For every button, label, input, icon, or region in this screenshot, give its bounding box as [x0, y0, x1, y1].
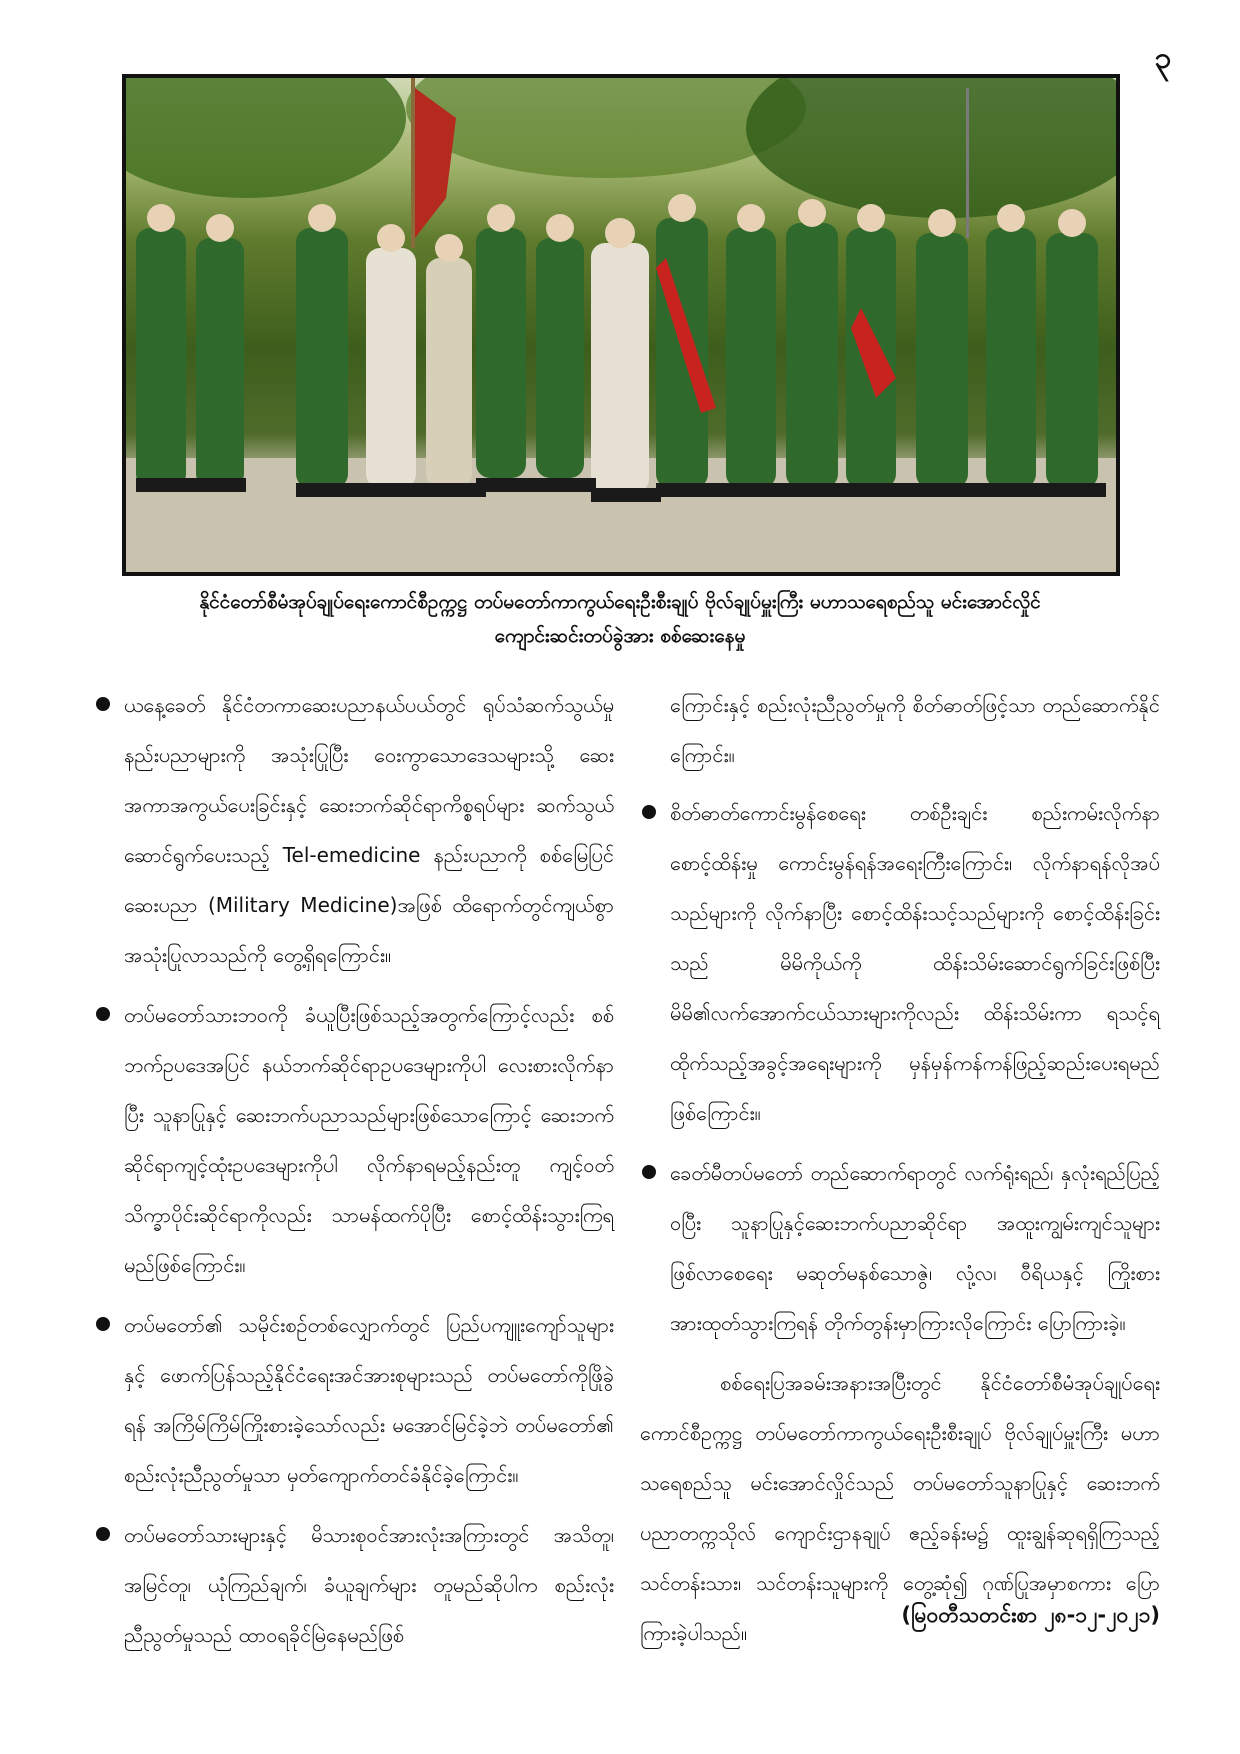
bullet-icon [96, 1007, 110, 1021]
caption-line-1: နိုင်ငံတော်စီမံအုပ်ချုပ်ရေးကောင်စီဥက္ကဋ္ဌ တပ်မတော်ကာကွယ်ရေးဦးစီးချုပ် ဗိုလ်ချုပ်မှူးကြီး မဟာသရေစည်သူ မင်းအောင်လှိုင် [199, 591, 1041, 613]
closing-paragraph: စစ်ရေးပြအခမ်းအနားအပြီးတွင် နိုင်ငံတော်စီမံအုပ်ချုပ်ရေးကောင်စီဥက္ကဋ္ဌ တပ်မတော်ကာကွယ်ရေးဦးစီးချုပ် ဗိုလ်ချုပ်မှူးကြီး မဟာသရေစည်သူ မင်းအောင်လှိုင်သည် တပ်မတော်သူနာပြုနှင့် ဆေးဘက်ပညာတက္ကသိုလ် ကျောင်းဌာနချုပ် ဧည့်ခန်းမ၌ ထူးချွန်ဆုရရှိကြသည့် သင်တန်းသား၊ သင်တန်းသူများကို တွေ့ဆုံ၍ ဂုဏ်ပြုအမှာစကား ပြောကြားခဲ့ပါသည်။ [640, 1371, 1160, 1645]
list-item [94, 1300, 614, 1500]
list-item-text: တပ်မတော်သားများနှင့် မိသားစုဝင်အားလုံးအကြားတွင် အသိတူ၊ အမြင်တူ၊ ယုံကြည်ချက်၊ ခံယူချက်များ တူမည်ဆိုပါက စည်းလုံးညီညွတ်မှုသည် ထာဝရခိုင်မြဲနေမည်ဖြစ် [124, 1523, 614, 1647]
left-column [94, 680, 614, 1670]
bullet-icon [96, 1527, 110, 1541]
page-number: ၃ [1154, 41, 1172, 76]
list-item-text: စိတ်ဓာတ်ကောင်းမွန်စေရေး တစ်ဦးချင်း စည်းကမ်းလိုက်နာစောင့်ထိန်းမှု ကောင်းမွန်ရန်အရေးကြီးကြောင်း၊ လိုက်နာရန်လိုအပ်သည်များကို လိုက်နာပြီး စောင့်ထိန်းသင့်သည်များကို စောင့်ထိန်းခြင်းသည် မိမိကိုယ်ကို ထိန်းသိမ်းဆောင်ရွက်ခြင်းဖြစ်ပြီး မိမိ၏လက်အောက်ငယ်သားများကိုလည်း ထိန်းသိမ်းကာ ရသင့်ရထိုက်သည့်အခွင့်အရေးများကို မှန်မှန်ကန်ကန်ဖြည့်ဆည်းပေးရမည်ဖြစ်ကြောင်း။ [670, 801, 1160, 1125]
caption-line-2: ကျောင်းဆင်းတပ်ခွဲအား စစ်ဆေးနေမှု [494, 625, 746, 647]
right-column [640, 680, 1160, 1658]
bullet-icon [96, 697, 110, 711]
list-item [94, 680, 614, 980]
list-item-text: တပ်မတော်သားဘဝကို ခံယူပြီးဖြစ်သည့်အတွက်ကြောင့်လည်း စစ်ဘက်ဥပဒေအပြင် နယ်ဘက်ဆိုင်ရာဥပဒေများကိုပါ လေးစားလိုက်နာပြီး သူနာပြုနှင့် ဆေးဘက်ပညာသည်များဖြစ်သောကြောင့် ဆေးဘက်ဆိုင်ရာကျင့်ထုံးဥပဒေများကိုပါ လိုက်နာရမည့်နည်းတူ ကျင့်ဝတ်သိက္ခာပိုင်းဆိုင်ရာကိုလည်း သာမန်ထက်ပိုပြီး စောင့်ထိန်းသွားကြရမည်ဖြစ်ကြောင်း။ [124, 1003, 614, 1277]
list-item-text: ခေတ်မီတပ်မတော် တည်ဆောက်ရာတွင် လက်ရုံးရည်၊ နှလုံးရည်ပြည့်ဝပြီး သူနာပြုနှင့်ဆေးဘက်ပညာဆိုင်ရာ အထူးကျွမ်းကျင်သူများဖြစ်လာစေရေး မဆုတ်မနစ်သောဇွဲ၊ လုံ့လ၊ ဝီရိယနှင့် ကြိုးစားအားထုတ်သွားကြရန် တိုက်တွန်းမှာကြားလိုကြောင်း ပြောကြားခဲ့။ [670, 1161, 1160, 1335]
list-item [640, 788, 1160, 1138]
bullet-icon [96, 1317, 110, 1331]
bullet-icon [642, 805, 656, 819]
continued-text: ကြောင်းနှင့် စည်းလုံးညီညွတ်မှုကို စိတ်ဓာတ်ဖြင့်သာ တည်ဆောက်နိုင်ကြောင်း။ [670, 693, 1160, 767]
list-item-text: တပ်မတော်၏ သမိုင်းစဉ်တစ်လျှောက်တွင် ပြည်ပကျူးကျော်သူများနှင့် ဖောက်ပြန်သည့်နိုင်ငံရေးအင်အားစုများသည် တပ်မတော်ကိုဖြိုခွဲရန် အကြိမ်ကြိမ်ကြိုးစားခဲ့သော်လည်း မအောင်မြင်ခဲ့ဘဲ တပ်မတော်၏ စည်းလုံးညီညွတ်မှုသာ မှတ်ကျောက်တင်ခံနိုင်ခဲ့ကြောင်း။ [124, 1313, 614, 1487]
list-item [640, 1148, 1160, 1348]
list-item-text: ယနေ့ခေတ် နိုင်ငံတကာဆေးပညာနယ်ပယ်တွင် ရုပ်သံဆက်သွယ်မှုနည်းပညာများကို အသုံးပြုပြီး ဝေးကွာသောဒေသများသို့ ဆေးအကာအကွယ်ပေးခြင်းနှင့် ဆေးဘက်ဆိုင်ရာကိစ္စရပ်များ ဆက်သွယ်ဆောင်ရွက်ပေးသည့် Tel-emedicine နည်းပညာကို စစ်မြေပြင်ဆေးပညာ (Military Medicine)အဖြစ် ထိရောက်တွင်ကျယ်စွာ အသုံးပြုလာသည်ကို တွေ့ရှိရကြောင်း။ [124, 693, 614, 967]
photo-caption [100, 585, 1140, 653]
list-item [94, 990, 614, 1290]
list-item [94, 1510, 614, 1660]
parade-photo [122, 74, 1120, 576]
source-citation: (မြဝတီသတင်းစာ ၂၈-၁၂-၂၀၂၁) [901, 1603, 1160, 1627]
bullet-icon [642, 1165, 656, 1179]
